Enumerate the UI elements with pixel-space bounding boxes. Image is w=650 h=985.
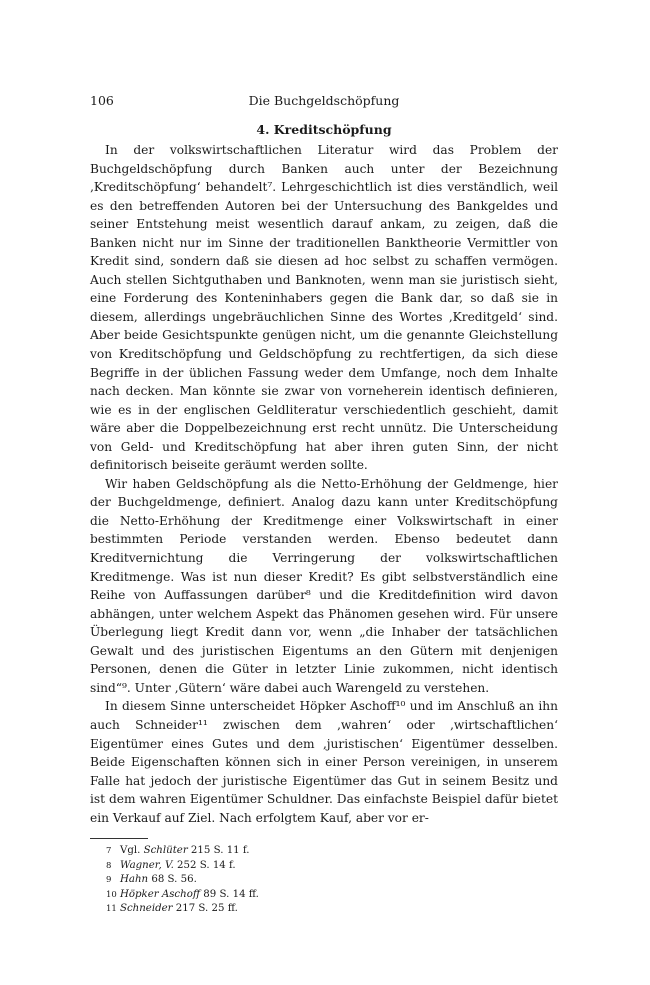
- footnote-author: Schneider: [120, 903, 173, 915]
- footnote-number: 7: [106, 846, 112, 857]
- footnote-author: Schlüter: [143, 845, 188, 857]
- running-head: [90, 92, 558, 110]
- footnote-author: Hahn: [120, 874, 149, 886]
- footnote-author: Höpker Aschoff: [120, 888, 201, 900]
- footnote: [90, 888, 558, 903]
- footnote-number: 11: [106, 904, 117, 915]
- footnote-reference: 252 S. 14 f.: [173, 859, 236, 871]
- footnote-reference: 217 S. 25 ff.: [172, 903, 238, 915]
- section-heading: 4. Kreditschöpfung: [256, 122, 392, 137]
- footnote-prefix: Vgl.: [120, 845, 144, 857]
- footnote-reference: 215 S. 11 f.: [187, 845, 250, 857]
- footnote-number: 8: [106, 860, 112, 871]
- footnote-reference: 68 S. 56.: [148, 874, 197, 886]
- page-number: 106: [90, 93, 114, 108]
- paragraph: Wir haben Geldschöpfung als die Netto-Erhöhung der Geldmenge, hier der Buchgeldmenge, definiert. Analog dazu kann unter Kreditschöpfung die Netto-Erhöhung der Kreditmenge einer Volkswirtschaft in einer bestimmten Periode verstanden werden. Ebenso bedeutet dann Kreditvernichtung die Verringerung der volkswirtschaftlichen Kreditmenge. Was ist nun dieser Kredit? Es gibt selbstverständlich eine Reihe von Auffassungen darüber⁸ und die Kreditdefinition wird davon abhängen, unter welchem Aspekt das Phänomen gesehen wird. Für unsere Überlegung liegt Kredit dann vor, wenn „die Inhaber der tatsächlichen Gewalt und des juristischen Eigentums an den Gütern mit denjenigen Personen, denen die Güter in letzter Linie zukommen, nicht identisch sind“⁹. Unter ‚Gütern‘ wäre dabei auch Warengeld zu verstehen.: [90, 476, 558, 695]
- body-text: [90, 141, 558, 827]
- footnote-author: Wagner, V.: [120, 859, 174, 871]
- paragraph: In der volkswirtschaftlichen Literatur wird das Problem der Buchgeldschöpfung durch Banken auch unter der Bezeichnung ‚Kreditschöpfung‘ behandelt⁷. Lehrgeschichtlich ist dies verständlich, weil es den betreffenden Autoren bei der Untersuchung des Bankgeldes und seiner Entstehung meist wesentlich darauf ankam, zu zeigen, daß die Banken nicht nur im Sinne der traditionellen Banktheorie Vermittler von Kredit sind, sondern daß sie diesen ad hoc selbst zu schaffen vermögen. Auch stellen Sichtguthaben und Banknoten, wenn man sie juristisch sieht, eine Forderung des Konteninhabers gegen die Bank dar, so daß sie in diesem, allerdings ungebräuchlichen Sinne des Wortes ‚Kreditgeld‘ sind. Aber beide Gesichtspunkte genügen nicht, um die genannte Gleichstellung von Kreditschöpfung und Geldschöpfung zu rechtfertigen, da sich diese Begriffe in der üblichen Fassung weder dem Umfange, noch dem Inhalte nach decken. Man könnte sie zwar von vorneherein identisch definieren, wie es in der englischen Geldliteratur verschiedentlich geschieht, damit wäre aber die Doppelbezeichnung erst recht unnütz. Die Unterscheidung von Geld- und Kreditschöpfung hat aber ihren guten Sinn, der nicht definitorisch beiseite geräumt werden sollte.: [90, 143, 558, 473]
- footnote-number: 10: [106, 889, 117, 900]
- running-title: Die Buchgeldschöpfung: [248, 93, 400, 108]
- footnote: [90, 859, 558, 874]
- footnote: [90, 902, 558, 917]
- footnote-number: 9: [106, 875, 112, 886]
- footnote-reference: 89 S. 14 ff.: [200, 888, 259, 900]
- footnotes: [90, 844, 558, 917]
- paragraph: In diesem Sinne unterscheidet Höpker Aschoff¹⁰ und im Anschluß an ihn auch Schneider¹¹ zwischen dem ‚wahren‘ oder ‚wirtschaftlichen‘ Eigentümer eines Gutes und dem ‚juristischen‘ Eigentümer desselben. Beide Eigenschaften können sich in einer Person vereinigen, in unserem Falle hat jedoch der juristische Eigentümer das Gut in seinem Besitz und ist dem wahren Eigentümer Schuldner. Das einfachste Beispiel dafür bietet ein Verkauf auf Ziel. Nach erfolgtem Kauf, aber vor er-: [90, 699, 558, 825]
- footnote: [90, 844, 558, 859]
- book-page: [90, 92, 558, 917]
- footnote-divider: [90, 838, 148, 839]
- footnote: [90, 873, 558, 888]
